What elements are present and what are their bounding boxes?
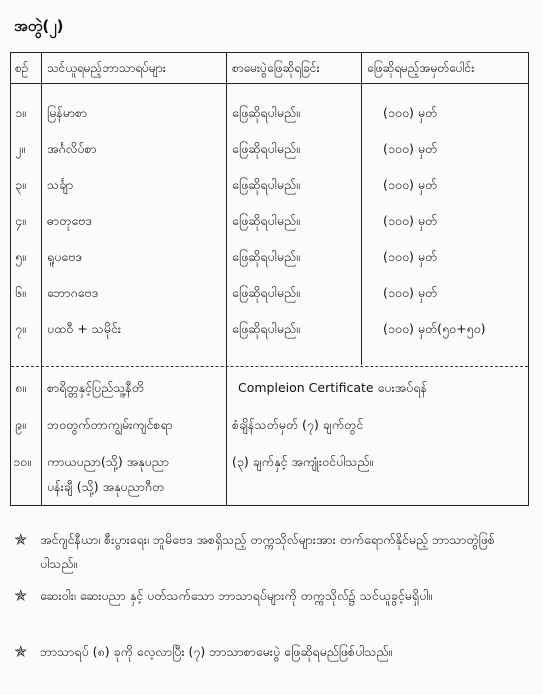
row-exam: ဖြေဆိုရပါမည်။ [232,213,300,228]
header-marks: ဖြေဆိုရမည့်အမှတ်ပေါင်း [367,61,475,75]
row-subject: ဘဝတွက်တာကျွမ်းကျင်စရာ [47,417,173,432]
row-subject: ဘောဂဗေဒ [47,285,99,300]
row-marks: (၁၀၀) မှတ် [383,249,438,264]
note-text: ဆေးဝါး၊ ဆေးပညာ နှင့် ပတ်သက်သော ဘာသာရပ်များကို တက္ကသိုလ်၌ သင်ယူခွင့်မရှိပါ။ [40,588,433,603]
row-subject: သင်္ချာ [47,177,74,192]
certificate-note-line: (၃) ချက်နှင့် အကျုံးဝင်ပါသည်။ [232,454,374,469]
row-no: ၇။ [15,321,26,336]
note-item [14,584,529,632]
row-subject: ပန်းချီ (သို့) အနုပညာဂီတ [47,479,165,494]
row-no: ၈။ [15,380,26,395]
row-no: ၄။ [15,213,26,228]
section-divider [11,366,528,367]
row-exam: ဖြေဆိုရပါမည်။ [232,285,300,300]
row-exam: ဖြေဆိုရပါမည်။ [232,321,300,336]
row-no: ၁၀။ [13,454,31,469]
row-exam: ဖြေဆိုရပါမည်။ [232,177,300,192]
row-marks: (၁၀၀) မှတ် [383,141,438,156]
note-item [14,528,529,576]
row-subject: ပထဝီ + သမိုင်း [47,321,121,336]
row-no: ၂။ [15,141,25,156]
row-no: ၁။ [15,105,26,120]
row-subject: ကာယပညာ(သို့) အနုပညာ [47,454,169,469]
row-no: ၉။ [15,417,26,432]
note-text: ဘာသာရပ် (၈) ခုကို လေ့လာပြီး (၇) ဘာသာစာမေးပွဲ ဖြေဆိုရမည်ဖြစ်ပါသည်။ [40,644,393,659]
row-exam: ဖြေဆိုရပါမည်။ [232,249,300,264]
column-divider [361,53,362,365]
star-icon: ✯ [14,642,28,661]
star-icon: ✯ [14,530,28,549]
column-divider [41,53,42,505]
header-exam: စာမေးပွဲဖြေဆိုရခြင်း [232,61,320,75]
subjects-table [10,52,529,506]
note-item [14,640,529,688]
header-no: စဉ် [15,61,29,75]
row-exam: ဖြေဆိုရပါမည်။ [232,105,300,120]
column-divider [226,53,227,505]
row-marks: (၁၀၀) မှတ် [383,213,438,228]
certificate-note-line: စံချိန်သတ်မှတ် (၇) ချက်တွင် [232,417,364,432]
row-no: ၅။ [15,249,26,264]
header-divider [11,83,528,84]
header-subject: သင်ယူရမည့်ဘာသာရပ်များ [47,61,166,75]
row-subject: ရူပဗေဒ [47,249,82,264]
star-icon: ✯ [14,586,28,605]
row-no: ၃။ [15,177,26,192]
page-title: အတွဲ(၂) [14,17,64,35]
row-marks: (၁၀၀) မှတ် [383,285,438,300]
row-marks: (၁၀၀) မှတ်(၅၀+၅၀) [383,321,486,336]
row-subject: စာရိတ္တနှင့်ပြည်သူ့နီတိ [47,380,144,395]
row-subject: အင်္ဂလိပ်စာ [47,141,97,156]
note-text: အင်ဂျင်နီယာ၊ စီးပွားရေး၊ ဘူမိဗေဒ အစရှိသည့် တက္ကသိုလ်များအား တက်ရောက်နိုင်မည့် ဘာသာတွဲဖြစ်ပါသည်။ [40,532,495,571]
row-marks: (၁၀၀) မှတ် [383,177,438,192]
certificate-note-line: Compleion Certificate ပေးအပ်ရန် [238,380,427,395]
row-exam: ဖြေဆိုရပါမည်။ [232,141,300,156]
row-subject: မြန်မာစာ [47,105,88,120]
row-no: ၆။ [15,285,26,300]
row-marks: (၁၀၀) မှတ် [383,105,438,120]
row-subject: ဓာတုဗေဒ [47,213,92,228]
